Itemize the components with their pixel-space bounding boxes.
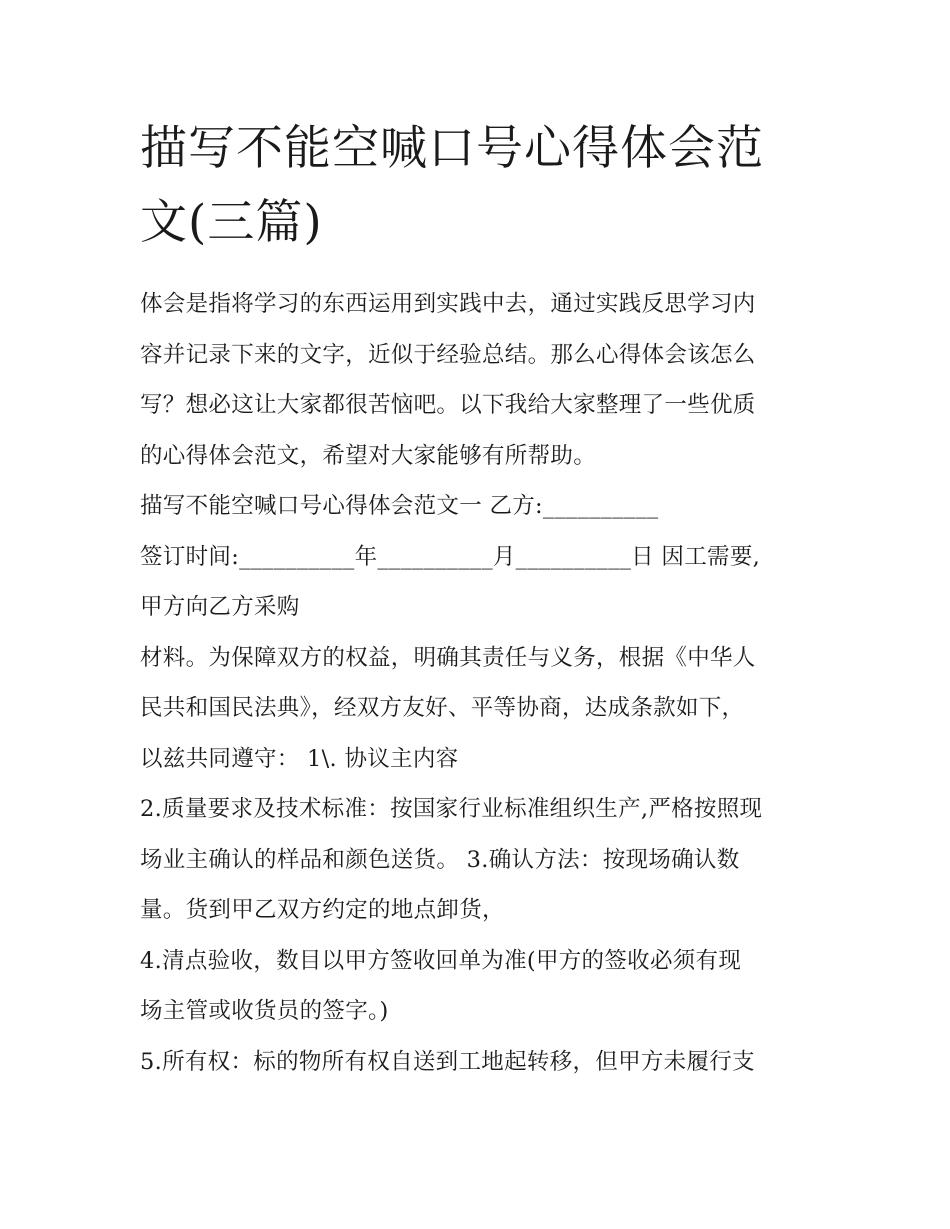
body-line-7: 甲方向乙方采购 — [140, 594, 300, 620]
title-line-2: 文(三篇) — [140, 195, 323, 250]
body-line-2: 容并记录下来的文字，近似于经验总结。那么心得体会该怎么 — [140, 341, 756, 368]
body-line-14: 4.清点验收，数目以甲方签收回单为准(甲方的签收必须有现 — [140, 947, 742, 974]
body-line-1: 体会是指将学习的东西运用到实践中去，通过实践反思学习内 — [140, 291, 756, 317]
body-line-15: 场主管或收货员的签字。) — [140, 998, 389, 1024]
body-line-10: 以兹共同遵守： 1\. 协议主内容 — [140, 745, 459, 772]
body-line-11: 2.质量要求及技术标准：按国家行业标准组织生产,严格按照现 — [140, 796, 763, 822]
body-line-6: 签订时间:__________年__________月__________日 因工需要, — [140, 543, 761, 570]
title-line-1: 描写不能空喊口号心得体会范 — [140, 121, 764, 176]
body-line-8: 材料。为保障双方的权益，明确其责任与义务，根据《中华人 — [140, 644, 756, 671]
body-line-4: 的心得体会范文，希望对大家能够有所帮助。 — [140, 442, 597, 469]
body-line-3: 写？想必这让大家都很苦恼吧。以下我给大家整理了一些优质 — [140, 392, 756, 418]
body-line-9: 民共和国民法典》，经双方友好、平等协商，达成条款如下， — [140, 695, 745, 721]
body-line-16: 5.所有权：标的物所有权自送到工地起转移，但甲方未履行支 — [140, 1048, 755, 1075]
body-line-12: 场业主确认的样品和颜色送货。 3.确认方法：按现场确认数 — [140, 846, 740, 873]
document-title — [140, 112, 820, 260]
body-line-13: 量。货到甲乙双方约定的地点卸货， — [140, 897, 505, 923]
body-line-5: 描写不能空喊口号心得体会范文一 乙方:__________ — [140, 493, 659, 519]
document-body — [140, 279, 820, 1087]
